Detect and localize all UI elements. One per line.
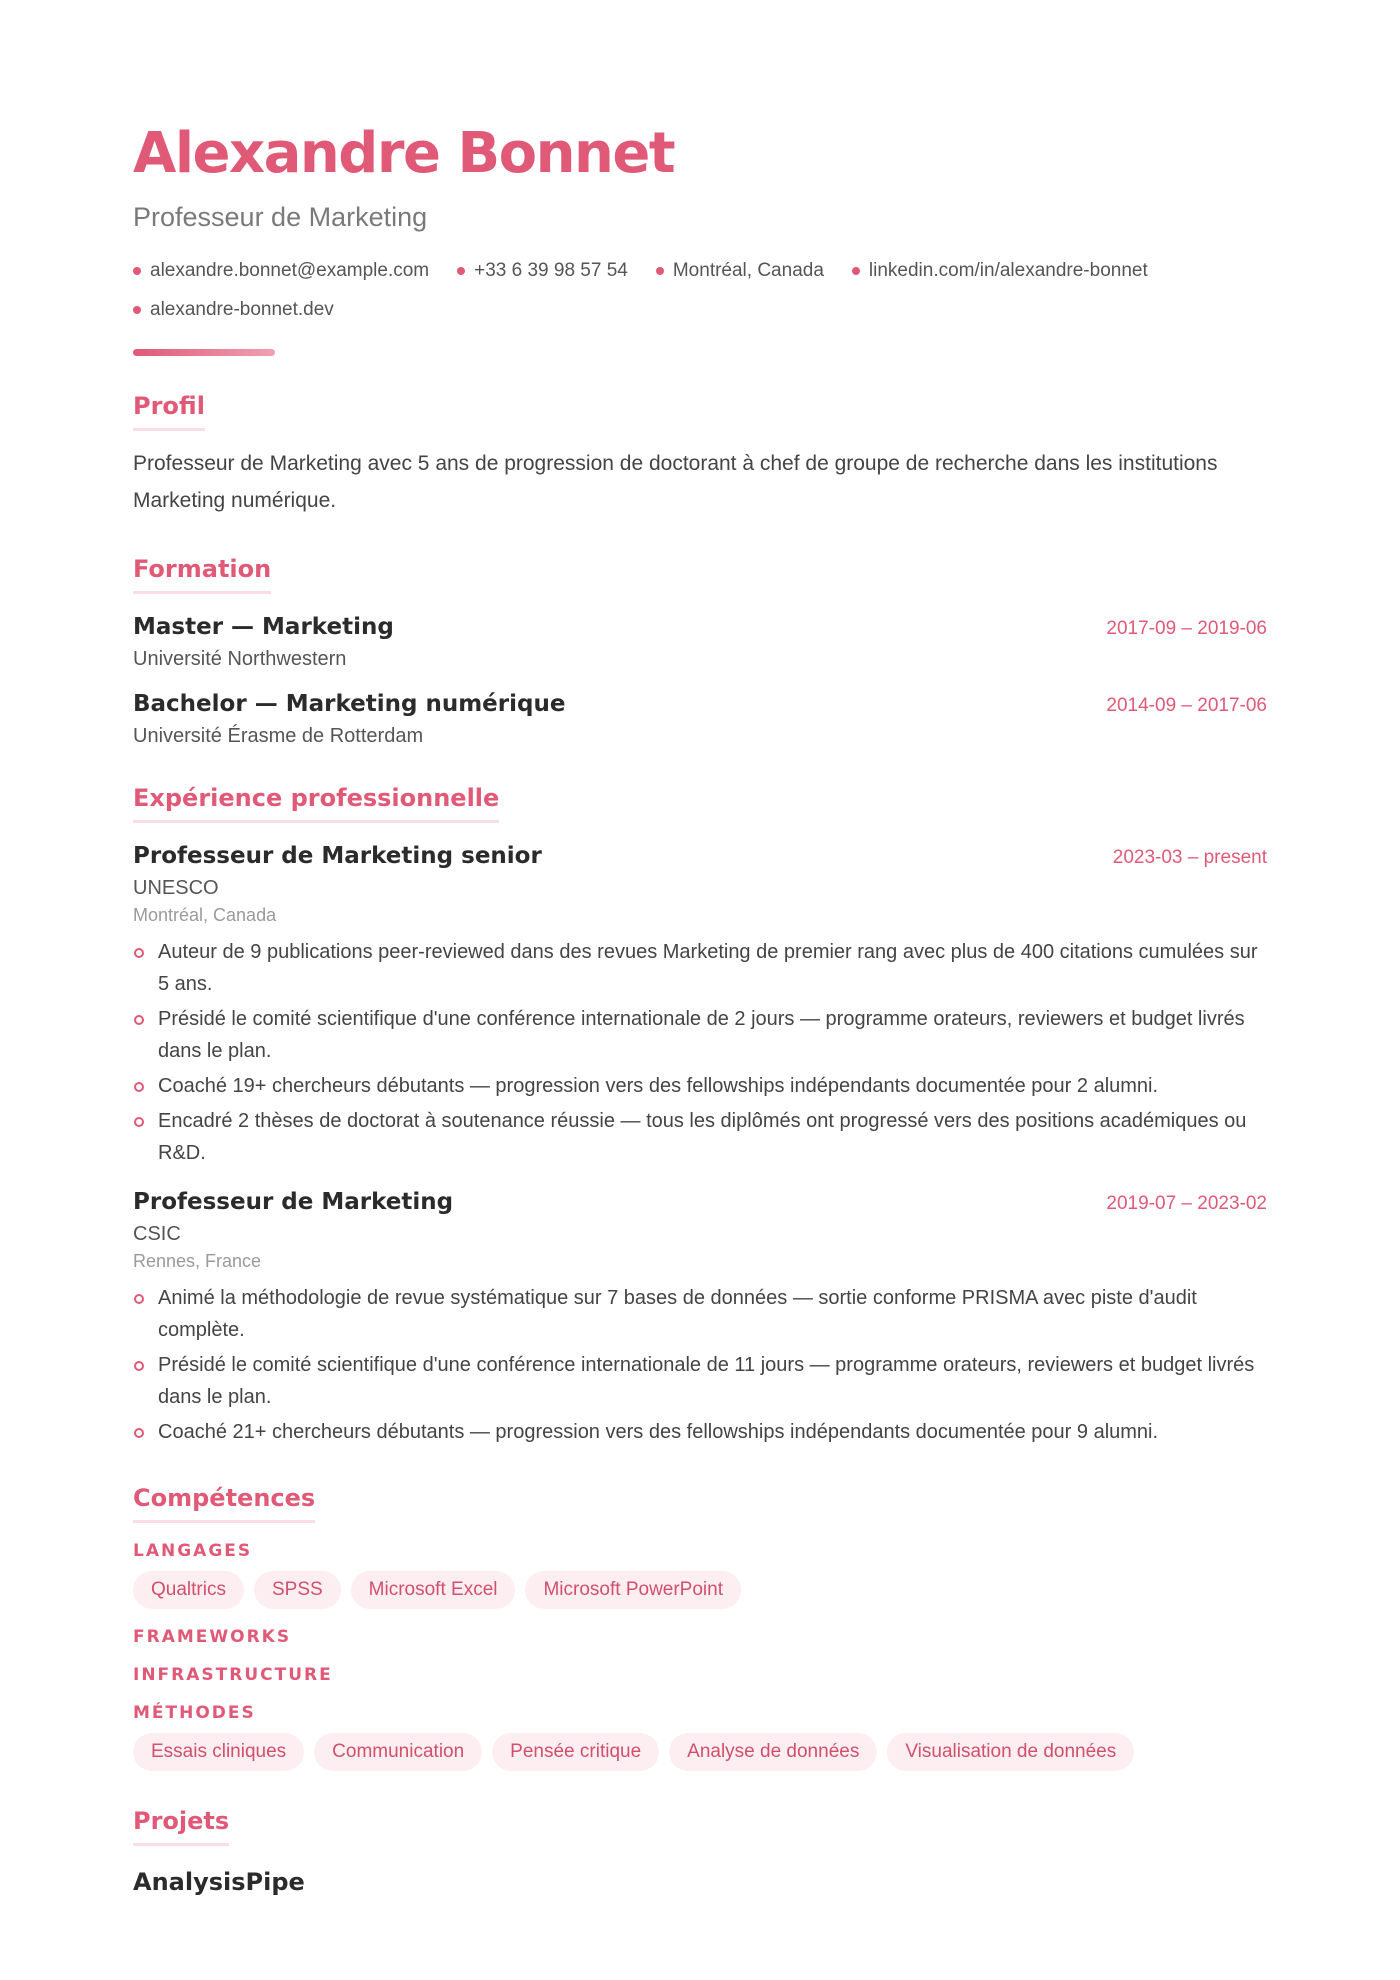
job-title: Professeur de Marketing senior [133, 843, 542, 869]
education-entry [133, 691, 1267, 748]
skill-category-languages: LANGAGES [133, 1541, 253, 1561]
projects-heading: Projets [133, 1807, 229, 1846]
contact-website[interactable] [133, 290, 334, 329]
contact-location [656, 251, 824, 290]
achievement-item [133, 1070, 1273, 1102]
skill-tags-languages [133, 1571, 1267, 1609]
job-dates: 2019-07 – 2023-02 [1106, 1193, 1267, 1214]
circle-bullet-icon [134, 948, 144, 958]
institution-name: Université Northwestern [133, 648, 347, 670]
bullet-dot-icon [457, 267, 465, 275]
job-location: Montréal, Canada [133, 905, 277, 925]
contact-email-text: alexandre.bonnet@example.com [150, 259, 430, 281]
achievement-text: Animé la méthodologie de revue systématique sur 7 bases de données — sortie conforme PRISMA avec piste d'audit complète. [158, 1287, 1197, 1341]
achievement-text: Coaché 21+ chercheurs débutants — progression vers des fellowships indépendants documentée pour 9 alumni. [158, 1421, 1159, 1443]
profile-section [133, 392, 1267, 519]
contact-email[interactable] [133, 251, 429, 290]
experience-heading: Expérience professionnelle [133, 784, 499, 823]
experience-entry [133, 843, 1267, 1169]
job-location: Rennes, France [133, 1251, 262, 1271]
contact-phone[interactable] [457, 251, 628, 290]
achievement-item [133, 1003, 1273, 1067]
achievement-text: Auteur de 9 publications peer-reviewed dans des revues Marketing de premier rang avec plus de 400 citations cumulées sur 5 ans. [158, 941, 1258, 995]
contact-list [133, 251, 1273, 329]
projects-section [133, 1807, 1267, 1896]
skill-category-infrastructure: INFRASTRUCTURE [133, 1665, 333, 1685]
job-dates: 2023-03 – present [1112, 847, 1267, 868]
achievement-item [133, 1282, 1273, 1346]
contact-phone-text: +33 6 39 98 57 54 [474, 259, 628, 281]
circle-bullet-icon [134, 1428, 144, 1438]
achievement-text: Présidé le comité scientifique d'une conférence internationale de 2 jours — programme orateurs, reviewers et budget livrés dans le plan. [158, 1008, 1245, 1062]
circle-bullet-icon [134, 1082, 144, 1092]
candidate-title: Professeur de Marketing [133, 202, 428, 232]
skill-tags-methods [133, 1733, 1267, 1771]
circle-bullet-icon [134, 1361, 144, 1371]
education-dates: 2014-09 – 2017-06 [1106, 695, 1267, 716]
profile-text: Professeur de Marketing avec 5 ans de progression de doctorant à chef de groupe de recherche dans les institutions Marketing numérique. [133, 452, 1218, 512]
employer-name: UNESCO [133, 877, 219, 899]
degree-title: Master — Marketing [133, 614, 394, 640]
candidate-name: Alexandre Bonnet [133, 121, 675, 186]
achievement-text: Présidé le comité scientifique d'une conférence internationale de 11 jours — programme orateurs, reviewers et budget livrés dans le plan. [158, 1354, 1255, 1408]
circle-bullet-icon [134, 1294, 144, 1304]
contact-linkedin[interactable] [852, 251, 1148, 290]
skills-section [133, 1484, 1267, 1771]
contact-linkedin-text: linkedin.com/in/alexandre-bonnet [868, 259, 1148, 281]
contact-location-text: Montréal, Canada [672, 259, 824, 281]
achievement-item [133, 936, 1273, 1000]
skill-tag: Microsoft PowerPoint [525, 1571, 741, 1609]
achievement-text: Coaché 19+ chercheurs débutants — progression vers des fellowships indépendants documentée pour 2 alumni. [158, 1075, 1159, 1097]
achievement-item [133, 1349, 1273, 1413]
achievement-text: Encadré 2 thèses de doctorat à soutenance réussie — tous les diplômés ont progressé vers des positions académiques ou R&D. [158, 1110, 1247, 1164]
experience-entry [133, 1189, 1267, 1448]
achievement-item [133, 1105, 1273, 1169]
achievement-list [133, 936, 1267, 1169]
circle-bullet-icon [134, 1117, 144, 1127]
achievement-item [133, 1416, 1273, 1448]
skill-tag: Pensée critique [492, 1733, 659, 1771]
skill-tag: Analyse de données [669, 1733, 877, 1771]
header-accent-divider [133, 349, 275, 356]
skill-tag: Essais cliniques [133, 1733, 304, 1771]
skill-category-frameworks: FRAMEWORKS [133, 1627, 292, 1647]
employer-name: CSIC [133, 1223, 181, 1245]
education-heading: Formation [133, 555, 271, 594]
skill-category-methods: MÉTHODES [133, 1703, 256, 1723]
skill-tag: SPSS [254, 1571, 341, 1609]
skill-tag: Microsoft Excel [351, 1571, 516, 1609]
skill-tag: Communication [314, 1733, 482, 1771]
achievement-list [133, 1282, 1267, 1448]
skill-tag: Qualtrics [133, 1571, 244, 1609]
profile-heading: Profil [133, 392, 205, 431]
project-title: AnalysisPipe [133, 1868, 305, 1896]
institution-name: Université Érasme de Rotterdam [133, 725, 424, 747]
skills-heading: Compétences [133, 1484, 315, 1523]
degree-title: Bachelor — Marketing numérique [133, 691, 566, 717]
bullet-dot-icon [656, 267, 664, 275]
bullet-dot-icon [133, 306, 141, 314]
education-section [133, 555, 1267, 748]
job-title: Professeur de Marketing [133, 1189, 454, 1215]
experience-section [133, 784, 1267, 1448]
education-dates: 2017-09 – 2019-06 [1106, 618, 1267, 639]
contact-website-text: alexandre-bonnet.dev [150, 298, 334, 320]
circle-bullet-icon [134, 1015, 144, 1025]
skill-tag: Visualisation de données [887, 1733, 1134, 1771]
bullet-dot-icon [852, 267, 860, 275]
bullet-dot-icon [133, 267, 141, 275]
resume-header [133, 121, 1267, 356]
education-entry [133, 614, 1267, 671]
